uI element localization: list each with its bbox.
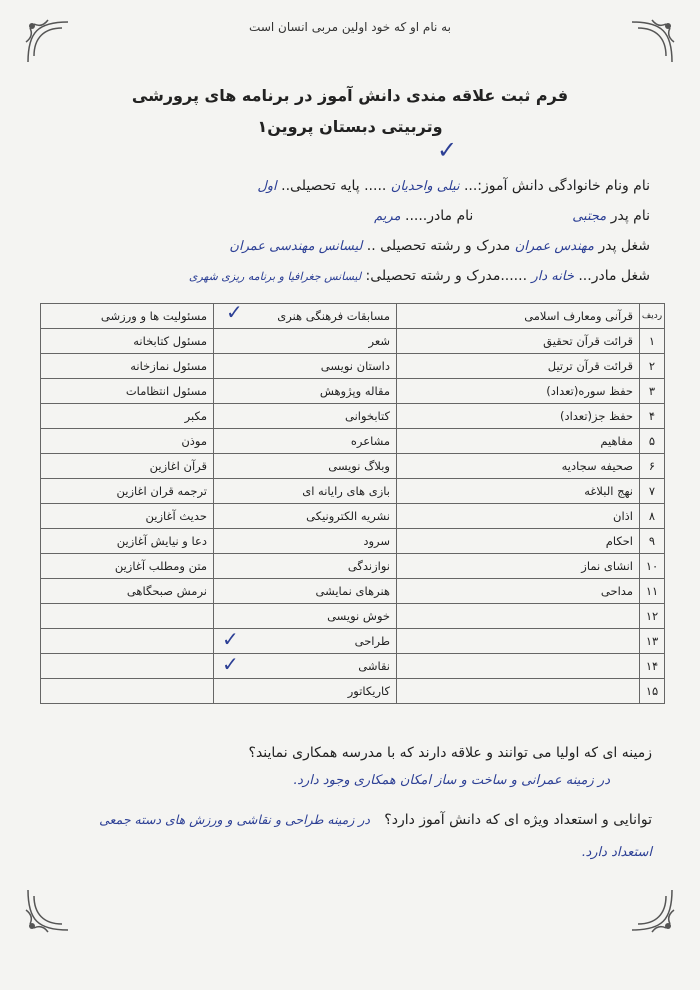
responsibility-cell: نرمش صبحگاهی [41,579,214,604]
activities-table [40,303,665,704]
row-number: ۱۱ [640,579,665,604]
quran-cell: صحیفه سجادیه [397,454,640,479]
responsibility-cell: مکبر [41,404,214,429]
header-cultural-label: مسابقات فرهنگی هنری [277,309,390,323]
row-check-mark: ✓ [222,653,239,676]
row-number: ۱ [640,329,665,354]
row-number: ۱۵ [640,679,665,704]
table-row [41,554,665,579]
cultural-cell: نشریه الکترونیکی [214,504,397,529]
table-row [41,629,665,654]
mother-job-label: شغل مادر... [578,268,650,284]
table-header-row [41,304,665,329]
cultural-cell: هنرهای نمایشی [214,579,397,604]
table-row [41,604,665,629]
row-number: ۹ [640,529,665,554]
row-number: ۶ [640,454,665,479]
quran-cell: حفظ جز(تعداد) [397,404,640,429]
cultural-cell: شعر [214,329,397,354]
student-name-label: نام ونام خانوادگی دانش آموز:... [463,178,650,194]
table-row [41,679,665,704]
row-number: ۸ [640,504,665,529]
cultural-cell: وبلاگ نویسی [214,454,397,479]
table-row [41,479,665,504]
responsibility-cell [41,629,214,654]
cultural-cell: کتابخوانی [214,404,397,429]
responsibility-cell: مسئول انتظامات [41,379,214,404]
title-check-mark: ✓ [437,136,458,164]
table-row [41,329,665,354]
cultural-cell: سرود [214,529,397,554]
quran-cell: انشای نماز [397,554,640,579]
row-number: ۱۰ [640,554,665,579]
row-number: ۳ [640,379,665,404]
mother-degree-value: لیسانس جغرافیا و برنامه ریزی شهری [188,270,362,283]
father-job-line [229,238,650,254]
corner-ornament-bottom-left [18,880,78,940]
cultural-cell: نوازندگی [214,554,397,579]
row-number: ۱۲ [640,604,665,629]
mother-job-value: خانه دار [531,269,574,284]
question-student-talent: توانایی و استعداد ویژه ای که دانش آموز دارد؟ [384,812,652,828]
grade-label: ..... پایه تحصیلی.. [281,178,387,194]
quran-cell: احکام [397,529,640,554]
table-row [41,454,665,479]
mother-name-value: مریم [374,209,401,224]
cultural-cell: بازی های رایانه ای [214,479,397,504]
cultural-cell: طراحی ✓ [214,629,397,654]
table-row [41,404,665,429]
responsibility-cell [41,604,214,629]
cultural-cell: مشاعره [214,429,397,454]
cultural-cell: خوش نویسی [214,604,397,629]
table-row [41,579,665,604]
table-row [41,429,665,454]
student-line [257,178,650,194]
corner-ornament-bottom-right [622,880,682,940]
activities-table-body [41,304,665,704]
table-row [41,529,665,554]
responsibility-cell: مسئول کتابخانه [41,329,214,354]
answer-student-talent-line2: استعداد دارد. [581,845,652,860]
header-cultural [214,304,397,329]
row-number: ۲ [640,354,665,379]
quran-cell: اذان [397,504,640,529]
answer-student-talent-line1: در زمینه طراحی و نقاشی و ورزش های دسته جمعی [99,812,370,827]
form-title: فرم ثبت علاقه مندی دانش آموز در برنامه های پرورشی [131,86,569,105]
father-job-label: شغل پدر [598,238,650,254]
quran-cell: قرائت قرآن تحقیق [397,329,640,354]
quran-cell [397,679,640,704]
mother-job-line [189,268,650,284]
table-row [41,654,665,679]
responsibility-cell: دعا و نیایش آغازین [41,529,214,554]
quran-cell: قرائت قرآن ترتیل [397,354,640,379]
header-quran: قرآنی ومعارف اسلامی [397,304,640,329]
row-number: ۱۴ [640,654,665,679]
row-number: ۷ [640,479,665,504]
father-name-label: نام پدر [610,208,650,224]
responsibility-cell: مسئول نمازخانه [41,354,214,379]
father-job-value: مهندس عمران [514,239,594,254]
father-degree-label: مدرک و رشته تحصیلی .. [366,238,511,254]
row-number: ۱۳ [640,629,665,654]
basmala: به نام او که خود اولین مربی انسان است [249,20,451,34]
quran-cell [397,629,640,654]
student-name-value: نیلی واحدیان [390,179,460,194]
responsibility-cell [41,679,214,704]
table-row [41,354,665,379]
cultural-check-mark: ✓ [226,303,243,324]
question-parents-cooperation: زمینه ای که اولیا می توانند و علاقه دارند که با مدرسه همکاری نمایند؟ [248,745,652,761]
row-number: ۴ [640,404,665,429]
form-subtitle: وتربیتی دبستان پروین۱ [257,117,443,136]
cultural-cell: نقاشی ✓ [214,654,397,679]
responsibility-cell: متن ومطلب آغازین [41,554,214,579]
quran-cell: مفاهیم [397,429,640,454]
responsibility-cell: حدیث آغازین [41,504,214,529]
quran-cell: حفظ سوره(تعداد) [397,379,640,404]
parents-names-line [374,208,650,224]
responsibility-cell [41,654,214,679]
father-name-value: مجتبی [572,209,607,224]
header-responsibilities: مسئولیت ها و ورزشی [41,304,214,329]
father-degree-value: لیسانس مهندسی عمران [229,239,363,254]
header-row-number: ردیف [640,304,665,329]
mother-name-label: نام مادر..... [405,208,474,224]
table-row [41,504,665,529]
responsibility-cell: قرآن اغازین [41,454,214,479]
answer-parents-cooperation: در زمینه عمرانی و ساخت و ساز امکان همکاری وجود دارد. [293,773,610,788]
quran-cell [397,604,640,629]
row-number: ۵ [640,429,665,454]
row-check-mark: ✓ [222,628,239,651]
table-row [41,379,665,404]
quran-cell: مداحی [397,579,640,604]
mother-degree-label: ......مدرک و رشته تحصیلی: [365,268,528,284]
cultural-cell: کاریکاتور [214,679,397,704]
grade-value: اول [257,179,277,194]
responsibility-cell: موذن [41,429,214,454]
cultural-cell: داستان نویسی [214,354,397,379]
responsibility-cell: ترجمه قران اغازین [41,479,214,504]
quran-cell [397,654,640,679]
quran-cell: نهج البلاغه [397,479,640,504]
cultural-cell: مقاله وپژوهش [214,379,397,404]
